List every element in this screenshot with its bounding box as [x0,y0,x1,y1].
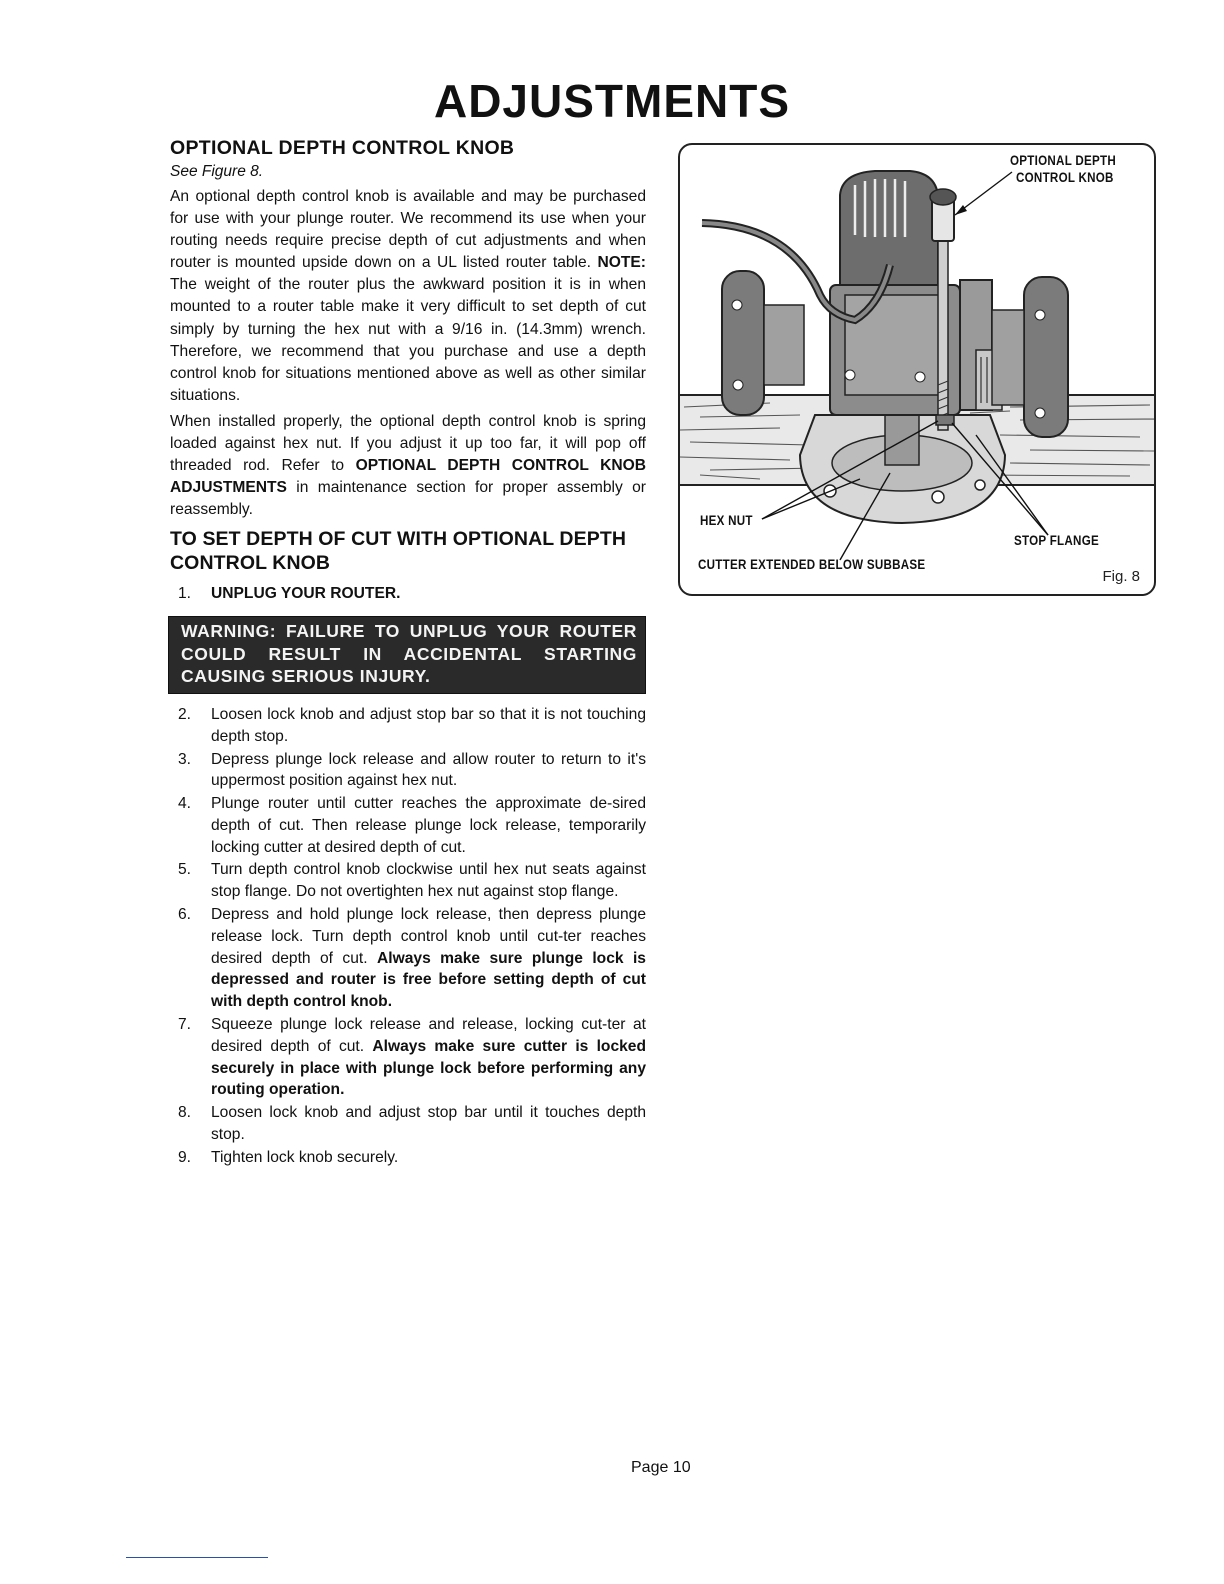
step-item [170,904,646,1013]
label-optional-depth: OPTIONAL DEPTH [1010,153,1116,168]
right-handle [1024,277,1068,437]
step-text: Depress and hold plunge lock release, then depress plunge release lock. Turn depth control knob until cut-ter reaches desired depth of cut. [211,906,646,967]
step-item [170,749,646,793]
left-handle [722,271,764,415]
step-item [170,704,646,748]
see-figure-note: See Figure 8. [170,163,264,180]
step-text: Tighten lock knob securely. [211,1148,399,1166]
step-item [170,1147,646,1169]
footer-rule [126,1557,268,1558]
step-item [170,859,646,903]
steps-list [170,704,646,1169]
figure-8 [678,143,1156,596]
step-text: Loosen lock knob and adjust stop bar so that it is not touching depth stop. [211,705,646,745]
step-item [170,793,646,858]
step-number: 3. [178,750,192,768]
step-number: 7. [178,1016,192,1034]
step-text: Squeeze plunge lock release and release, locking cut-ter at desired depth of cut. [211,1016,646,1055]
step-body [211,793,646,858]
install-ref: OPTIONAL DEPTH CONTROL KNOB ADJUSTMENTS [170,457,646,497]
step-1 [170,583,646,605]
install-text-a: When installed properly, the optional depth control knob is spring loaded against hex nut. If you adjust it up too far, it will pop off threaded rod. Refer to [170,412,646,475]
label-cutter-extended: CUTTER EXTENDED BELOW SUBBASE [698,557,926,572]
step-emphasis: Always make sure plunge lock is depressed and router is free before setting depth of cut with depth control knob. [211,949,646,1011]
label-stop-flange: STOP FLANGE [1014,533,1099,548]
step-text: Plunge router until cutter reaches the approximate de-sired depth of cut. Then release plunge lock release, temporarily locking cutter at desired depth of cut. [211,795,646,856]
step-number: 6. [178,906,192,924]
step-text: Turn depth control knob clockwise until hex nut seats against stop flange. Do not overtighten hex nut against stop flange. [211,861,646,901]
step-body [211,749,646,793]
step-emphasis: Always make sure cutter is locked securely in place with plunge lock before performing any routing operation. [211,1037,646,1099]
note-label: NOTE: [597,254,646,272]
left-column [170,137,646,1170]
step-body [211,859,646,903]
install-text-b: in maintenance section for proper assembly or reassembly. [170,479,646,519]
step-text: Loosen lock knob and adjust stop bar until it touches depth stop. [211,1104,646,1144]
warning-box: WARNING: FAILURE TO UNPLUG YOUR ROUTER COULD RESULT IN ACCIDENTAL STARTING CAUSING SERIOUS INJURY. [168,616,646,694]
router-collet [885,415,919,465]
section-heading-depth-knob: OPTIONAL DEPTH CONTROL KNOB [170,137,515,159]
figure-number: Fig. 8 [1102,568,1140,585]
step-number: 2. [178,705,192,723]
step-text: UNPLUG YOUR ROUTER. [211,585,401,603]
step-item [170,1102,646,1146]
step-item [170,1014,646,1101]
step-number: 1. [178,585,192,603]
step-body [211,1014,646,1101]
label-control-knob: CONTROL KNOB [1016,170,1114,185]
step-number: 8. [178,1104,192,1122]
intro-text: An optional depth control knob is available and may be purchased for use with your plunge router. We recommend its use when your routing needs require precise depth of cut adjustments and when router is mounted upside down on a UL listed router table. [170,188,646,272]
install-paragraph [170,411,646,521]
section-heading-set-depth: TO SET DEPTH OF CUT WITH OPTIONAL DEPTH CONTROL KNOB [170,528,627,575]
page-title: ADJUSTMENTS [433,75,791,127]
step-text: Depress plunge lock release and allow router to return to it's uppermost position against hex nut. [211,750,646,790]
step-body [211,1102,646,1146]
intro-paragraph [170,186,646,407]
hex-nut-shape [936,415,954,425]
step-number: 5. [178,861,192,879]
step-body [211,904,646,1013]
step-body [211,1147,646,1169]
step-number: 9. [178,1148,192,1166]
page-number: Page 10 [631,1459,691,1476]
step-number: 4. [178,795,192,813]
step-body [211,704,646,748]
label-hex-nut: HEX NUT [700,513,753,528]
note-text: The weight of the router plus the awkward position it is in when mounted to a router table make it very difficult to set depth of cut simply by turning the hex nut with a 9/16 in. (14.3mm) wrench. Therefore, we recommend that you purchase and use a depth control knob for situations mentioned above as well as other similar situations. [170,276,646,404]
